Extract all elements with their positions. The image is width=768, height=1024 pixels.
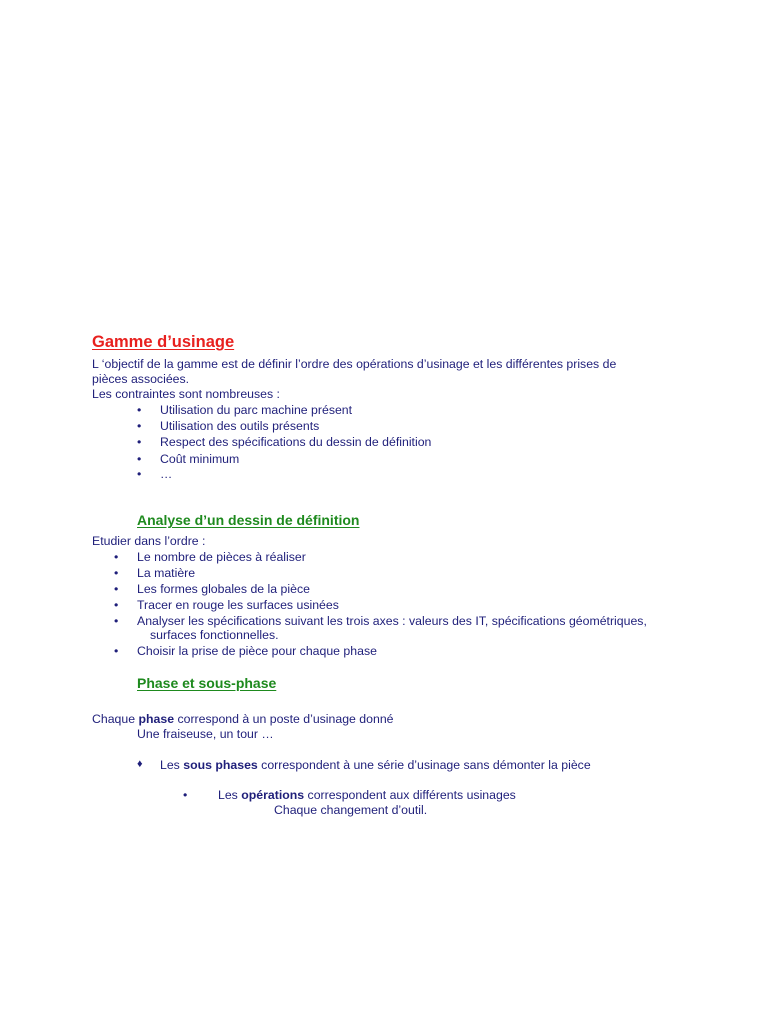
list-item: Coût minimum [160, 452, 240, 466]
list-item: Utilisation des outils présents [160, 419, 320, 433]
list-bullet: • [114, 550, 119, 564]
list-item: Tracer en rouge les surfaces usinées [137, 598, 339, 612]
section-title-gamme-usinage: Gamme d’usinage [92, 333, 235, 351]
phase-pre-text: Chaque [92, 712, 139, 726]
operation-keyword: opérations [241, 788, 305, 802]
op-pre-text: Les [218, 788, 242, 802]
list-bullet: • [137, 467, 142, 481]
list-item: Choisir la prise de pièce pour chaque phase [137, 644, 377, 658]
list-item-continuation: surfaces fonctionnelles. [150, 628, 279, 642]
list-bullet: • [137, 452, 142, 466]
sub-phase-definition [160, 758, 591, 774]
phase-definition [92, 712, 394, 728]
intro-paragraph-line-2: pièces associées. [92, 372, 190, 386]
constraints-label: Les contraintes sont nombreuses : [92, 387, 280, 401]
intro-paragraph-line-1: L ‘objectif de la gamme est de définir l’ordre des opérations d’usinage et les différentes prises de [92, 357, 617, 371]
list-bullet: • [114, 598, 119, 612]
section-title-phase-sous-phase: Phase et sous-phase [137, 675, 277, 691]
list-item: Les formes globales de la pièce [137, 582, 310, 596]
list-item: Utilisation du parc machine présent [160, 403, 353, 417]
section2-intro: Etudier dans l’ordre : [92, 534, 206, 548]
sub-pre-text: Les [160, 758, 184, 772]
list-bullet: • [137, 419, 142, 433]
list-item: Analyser les spécifications suivant les trois axes : valeurs des IT, spécifications géométriques, [137, 614, 647, 628]
operation-example: Chaque changement d’outil. [274, 803, 428, 817]
list-bullet: • [114, 644, 119, 658]
list-bullet: • [183, 788, 188, 802]
list-item: La matière [137, 566, 196, 580]
section-title-analyse-dessin: Analyse d’un dessin de définition [137, 512, 360, 528]
phase-post-text: correspond à un poste d’usinage donné [174, 712, 394, 726]
list-bullet: • [114, 582, 119, 596]
list-bullet: • [137, 435, 142, 449]
list-bullet: • [114, 566, 119, 580]
sub-phase-keyword: sous phases [183, 758, 258, 772]
diamond-bullet: ♦ [137, 758, 143, 770]
list-bullet: • [137, 403, 142, 417]
list-item: Respect des spécifications du dessin de définition [160, 435, 432, 449]
list-bullet: • [114, 614, 119, 628]
phase-example: Une fraiseuse, un tour … [137, 727, 274, 741]
phase-keyword: phase [138, 712, 175, 726]
operation-definition [218, 788, 516, 804]
op-post-text: correspondent aux différents usinages [304, 788, 516, 802]
list-item: … [160, 467, 173, 481]
sub-post-text: correspondent à une série d’usinage sans démonter la pièce [257, 758, 591, 772]
list-item: Le nombre de pièces à réaliser [137, 550, 306, 564]
